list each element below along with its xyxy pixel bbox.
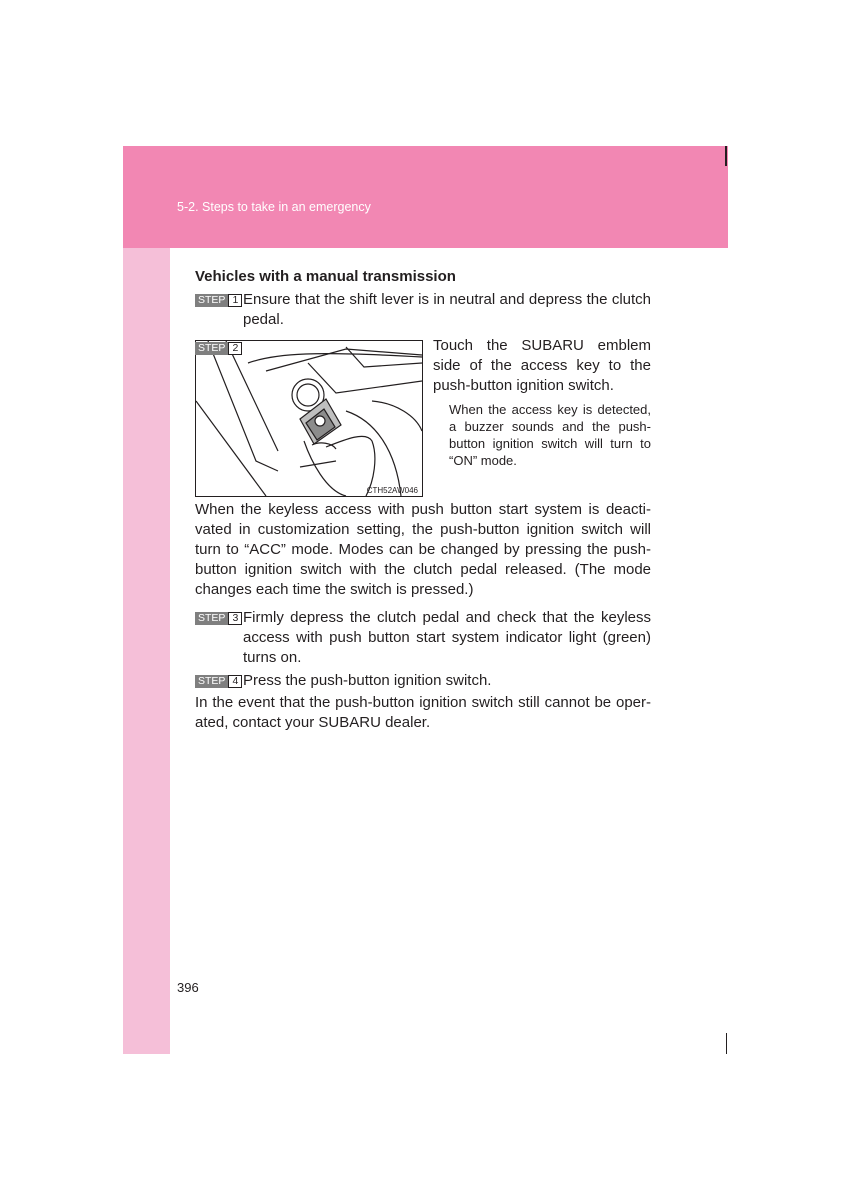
step-badge-4 [195, 675, 242, 688]
header-band [123, 146, 728, 248]
step-1-text: Ensure that the shift lever is in neutral and depress the clutch pedal. [243, 291, 651, 328]
step-number: 4 [228, 675, 242, 688]
step-label: STEP [195, 294, 228, 307]
step-badge-3 [195, 612, 242, 625]
step-label: STEP [195, 612, 228, 625]
header-tick-mark [725, 146, 727, 166]
step-3-text: Firmly depress the clutch pedal and check that the keyless access with push button start system indicator light (green) turns on. [243, 609, 651, 666]
step-2-text: Touch the SUBARU emblem side of the access key to the push-button ignition switch. [433, 337, 651, 394]
step-number: 3 [228, 612, 242, 625]
step-number: 1 [228, 294, 242, 307]
final-paragraph: In the event that the push-button ignition switch still cannot be oper-ated, contact your SUBARU dealer. [195, 694, 651, 731]
step-4-text: Press the push-button ignition switch. [243, 672, 492, 689]
step-label: STEP [195, 675, 228, 688]
step-label: STEP [195, 342, 228, 355]
step-badge-2 [195, 342, 242, 355]
key-fob-illustration [196, 341, 422, 496]
figure-key-on-switch [195, 340, 423, 497]
step-2-note: When the access key is detected, a buzzer sounds and the push-button ignition switch will turn to “ON” mode. [449, 402, 651, 468]
subheading: Vehicles with a manual transmission [195, 268, 456, 285]
step-number: 2 [228, 342, 242, 355]
side-band [123, 248, 170, 1054]
page-edge-mark [726, 1033, 727, 1054]
figure-code: CTH52AW046 [366, 486, 418, 495]
section-title: 5-2. Steps to take in an emergency [177, 200, 371, 214]
page-number: 396 [177, 980, 199, 995]
keyless-paragraph: When the keyless access with push button start system is deacti-vated in customization setting, the push-button ignition switch will turn to “ACC” mode. Modes can be changed by pressing the push-button ignition switch with the clutch pedal released. (The mode changes each time the switch is pressed.) [195, 501, 651, 598]
step-badge-1 [195, 294, 242, 307]
